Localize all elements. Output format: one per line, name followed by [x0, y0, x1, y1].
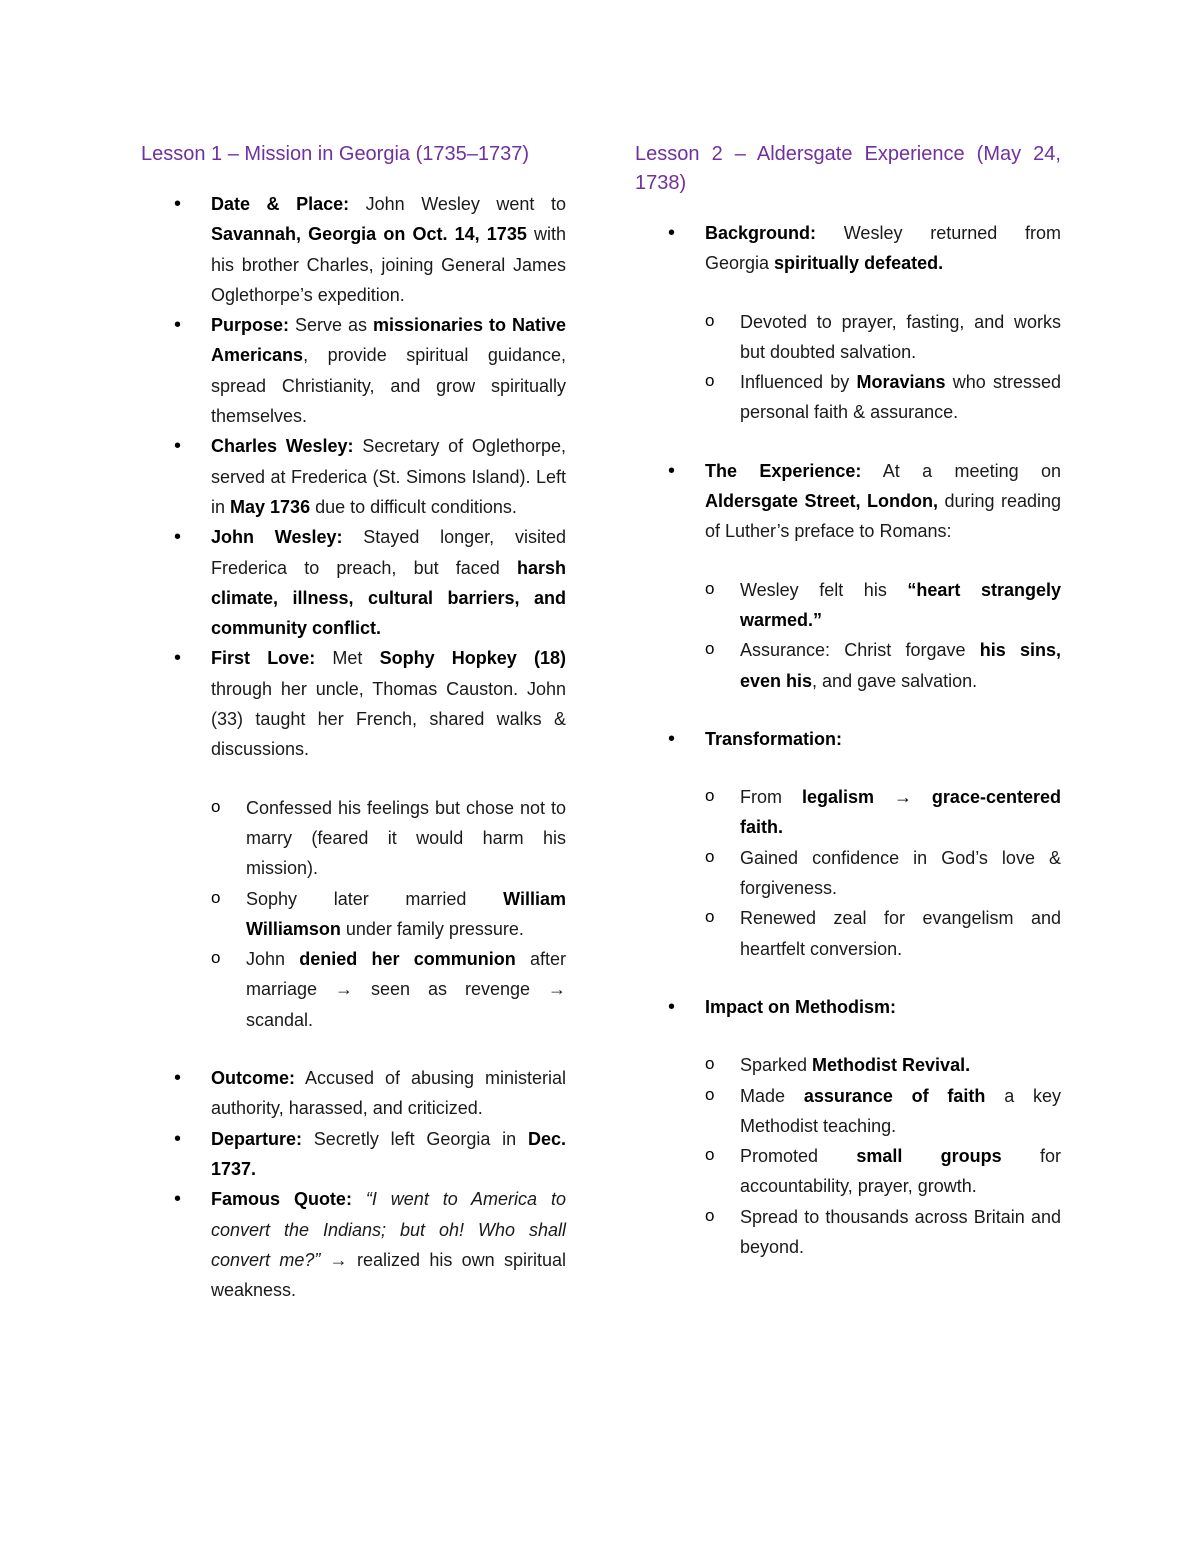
lesson2-title: Lesson 2 – Aldersgate Experience (May 24, 1738) — [635, 143, 1061, 194]
list-item-experience: • The Experience: At a meeting on Aldersgate Street, London, during reading of Luther’s preface to Romans: o Wesley felt his “heart strangely warmed.” o Assurance: Christ forgave his sins, even his, and gave salvation. — [635, 456, 1061, 696]
lesson1-list — [141, 189, 566, 1305]
list-item-date: • Date & Place: John Wesley went to Savannah, Georgia on Oct. 14, 1735 with his brother Charles, joining General James Oglethorpe’s expedition. — [141, 189, 566, 310]
sub-item-revival: o Sparked Methodist Revival. — [705, 1050, 1061, 1080]
lesson2-column — [635, 140, 1061, 1290]
list-item-quote: • Famous Quote: “I went to America to convert the Indians; but oh! Who shall convert me?” → realized his own spiritual weakness. — [141, 1184, 566, 1305]
sub-item-devoted: o Devoted to prayer, fasting, and works but doubted salvation. — [705, 307, 1061, 368]
sub-item-heart-warmed: o Wesley felt his “heart strangely warmed.” — [705, 575, 1061, 636]
list-item-outcome: • Outcome: Accused of abusing ministerial authority, harassed, and criticized. — [141, 1063, 566, 1124]
list-item-background: • Background: Wesley returned from Georgia spiritually defeated. o Devoted to prayer, fasting, and works but doubted salvation. o Influenced by Moravians who stressed personal faith & assurance. — [635, 218, 1061, 428]
list-item-charles: • Charles Wesley: Secretary of Oglethorpe, served at Frederica (St. Simons Island). Left in May 1736 due to difficult conditions. — [141, 431, 566, 522]
transformation-sublist — [705, 782, 1061, 964]
sub-item-communion: o John denied her communion after marriage → seen as revenge → scandal. — [211, 944, 566, 1035]
sub-item-moravians: o Influenced by Moravians who stressed personal faith & assurance. — [705, 367, 1061, 428]
list-item-impact: • Impact on Methodism: o Sparked Methodist Revival. o Made assurance of faith a key Methodist teaching. o Promoted small groups for accountability, prayer, growth. o Spread to thousands across Britain and beyond. — [635, 992, 1061, 1262]
list-item-first-love: • First Love: Met Sophy Hopkey (18) through her uncle, Thomas Causton. John (33) taught her French, shared walks & discussions. o Confessed his feelings but chose not to marry (feared it would harm his mission). o Sophy later married William Williamson under family pressure. o John denied her communion after marriage → seen as revenge → scandal. — [141, 643, 566, 1035]
sub-item-small-groups: o Promoted small groups for accountability, prayer, growth. — [705, 1141, 1061, 1202]
sub-item-spread: o Spread to thousands across Britain and beyond. — [705, 1202, 1061, 1263]
sub-item-legalism: o From legalism → grace-centered faith. — [705, 782, 1061, 843]
list-item-departure: • Departure: Secretly left Georgia in Dec. 1737. — [141, 1124, 566, 1185]
sub-item-confidence: o Gained confidence in God’s love & forgiveness. — [705, 843, 1061, 904]
impact-sublist — [705, 1050, 1061, 1262]
sub-item-married: o Sophy later married William Williamson under family pressure. — [211, 884, 566, 945]
lesson2-list — [635, 218, 1061, 1262]
list-item-transformation: • Transformation: o From legalism → grace-centered faith. o Gained confidence in God’s love & forgiveness. o Renewed zeal for evangelism and heartfelt conversion. — [635, 724, 1061, 964]
list-item-purpose: • Purpose: Serve as missionaries to Native Americans, provide spiritual guidance, spread Christianity, and grow spiritually themselves. — [141, 310, 566, 431]
background-sublist — [705, 307, 1061, 428]
experience-sublist — [705, 575, 1061, 696]
sub-item-assurance: o Assurance: Christ forgave his sins, even his, and gave salvation. — [705, 635, 1061, 696]
first-love-sublist — [211, 793, 566, 1035]
lesson1-title: Lesson 1 – Mission in Georgia (1735–1737) — [141, 143, 530, 165]
list-item-john: • John Wesley: Stayed longer, visited Frederica to preach, but faced harsh climate, illness, cultural barriers, and community conflict. — [141, 522, 566, 643]
sub-item-confessed: o Confessed his feelings but chose not to marry (feared it would harm his mission). — [211, 793, 566, 884]
sub-item-teaching: o Made assurance of faith a key Methodist teaching. — [705, 1081, 1061, 1142]
lesson1-column — [141, 140, 566, 1305]
sub-item-zeal: o Renewed zeal for evangelism and heartfelt conversion. — [705, 903, 1061, 964]
